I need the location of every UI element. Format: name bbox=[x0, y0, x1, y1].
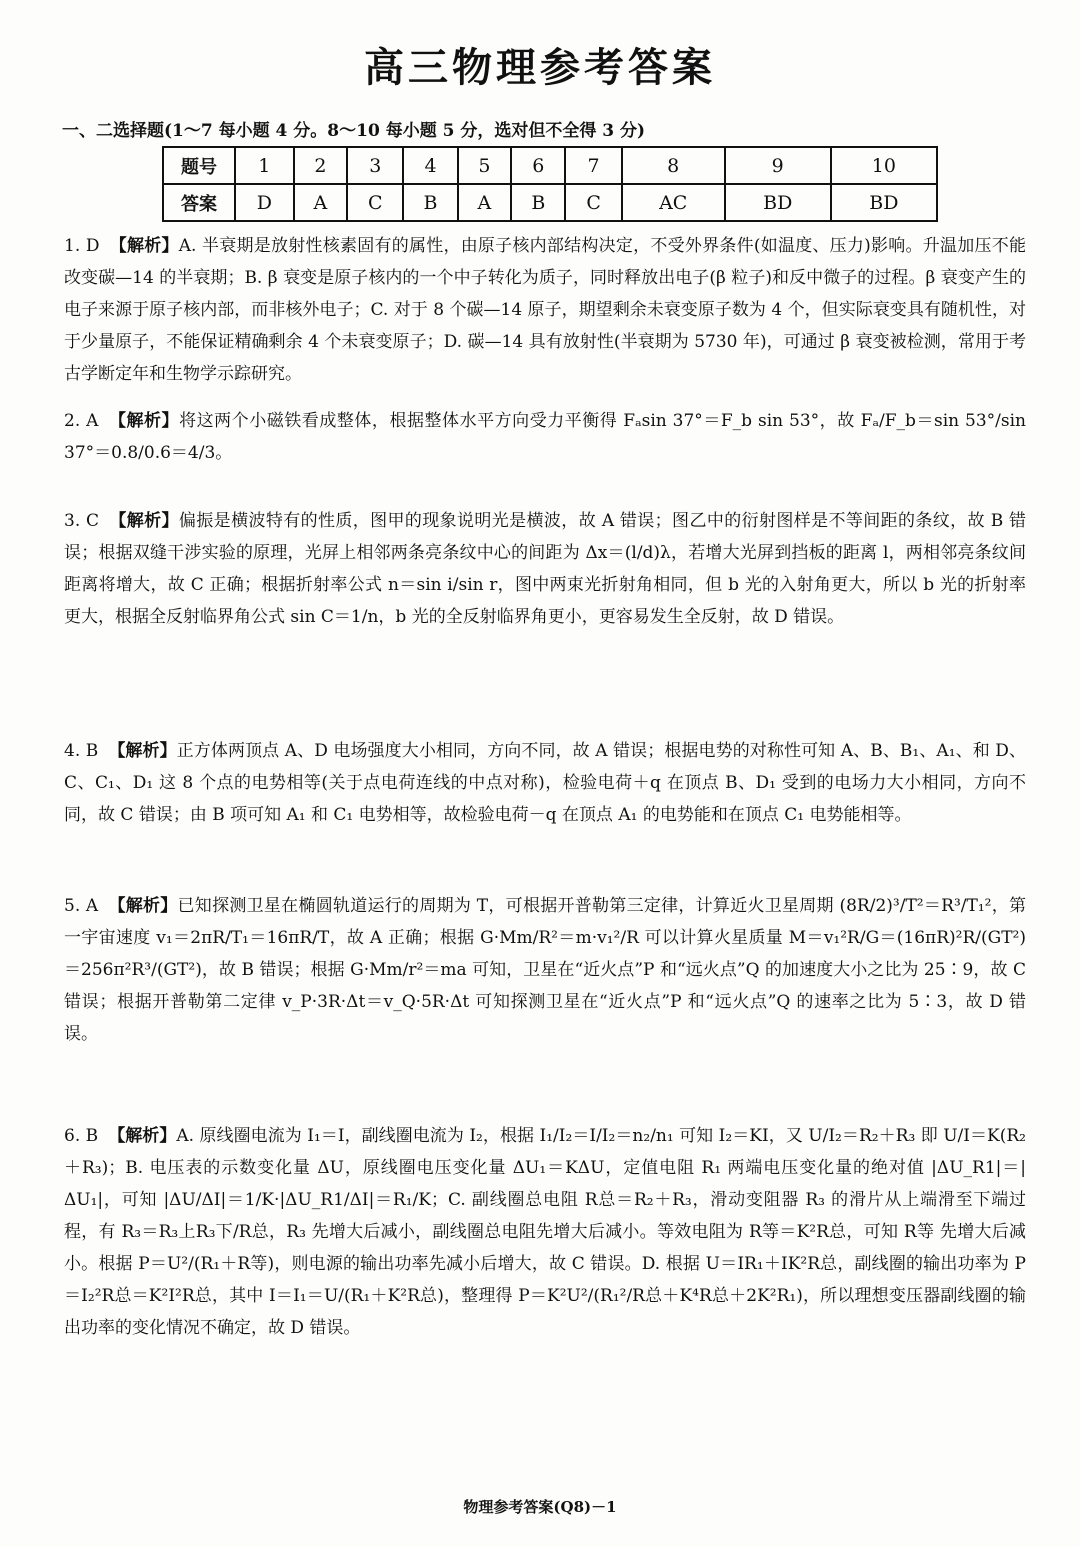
row-label-number: 题号 bbox=[163, 147, 235, 184]
question-number: 8 bbox=[622, 147, 725, 184]
solution-text: 将这两个小磁铁看成整体，根据整体水平方向受力平衡得 Fₐsin 37°＝F_b sin 53°，故 Fₐ/F_b＝sin 53°/sin 37°＝0.8/0.6＝4/3。 bbox=[64, 411, 1027, 463]
solution-item-5 bbox=[64, 890, 1026, 1050]
answer-cell: D bbox=[235, 184, 294, 221]
answer-cell: A bbox=[294, 184, 348, 221]
answer-cell: C bbox=[347, 184, 403, 221]
question-number: 3 bbox=[347, 147, 403, 184]
solution-number: 1. D bbox=[64, 236, 100, 256]
question-number: 4 bbox=[403, 147, 457, 184]
solution-number: 2. A bbox=[64, 411, 99, 431]
question-number: 1 bbox=[235, 147, 294, 184]
page-title: 高三物理参考答案 bbox=[364, 45, 716, 91]
answer-table bbox=[162, 146, 938, 222]
answer-cell: C bbox=[565, 184, 621, 221]
answer-cell: A bbox=[458, 184, 512, 221]
solution-item-1 bbox=[64, 230, 1026, 390]
question-number: 10 bbox=[831, 147, 937, 184]
question-number: 6 bbox=[511, 147, 565, 184]
analysis-tag: 【解析】 bbox=[108, 1126, 177, 1146]
table-row-numbers bbox=[163, 147, 937, 184]
answer-cell: BD bbox=[831, 184, 937, 221]
solution-number: 5. A bbox=[64, 896, 99, 916]
solution-item-2 bbox=[64, 405, 1026, 469]
answer-cell: BD bbox=[725, 184, 831, 221]
solution-number: 6. B bbox=[64, 1126, 99, 1146]
analysis-tag: 【解析】 bbox=[108, 741, 177, 761]
solution-text: 偏振是横波特有的性质，图甲的现象说明光是横波，故 A 错误；图乙中的衍射图样是不等间距的条纹，故 B 错误；根据双缝干涉实验的原理，光屏上相邻两条亮条纹中心的间距为 Δx＝(l/d)λ，若增大光屏到挡板的距离 l，两相邻亮条纹间距离将增大，故 C 正确；根据折射率公式 n＝sin i/sin r，图中两束光折射角相同，但 b 光的入射角更大，所以 b 光的折射率更大，根据全反射临界角公式 sin C＝1/n，b 光的全反射临界角更小，更容易发生全反射，故 D 错误。 bbox=[64, 511, 1026, 627]
solution-number: 4. B bbox=[64, 741, 99, 761]
solution-number: 3. C bbox=[64, 511, 100, 531]
solution-item-6 bbox=[64, 1120, 1026, 1344]
page-footer: 物理参考答案(Q8)－1 bbox=[463, 1498, 617, 1516]
solution-item-3 bbox=[64, 505, 1026, 633]
section-heading: 一、二选择题(1～7 每小题 4 分。8～10 每小题 5 分，选对但不全得 3 分) bbox=[62, 121, 646, 141]
analysis-tag: 【解析】 bbox=[108, 411, 180, 431]
question-number: 5 bbox=[458, 147, 512, 184]
table-row-answers bbox=[163, 184, 937, 221]
analysis-tag: 【解析】 bbox=[109, 511, 179, 531]
answer-cell: B bbox=[511, 184, 565, 221]
question-number: 7 bbox=[565, 147, 621, 184]
solution-text: 已知探测卫星在椭圆轨道运行的周期为 T，可根据开普勒第三定律，计算近火卫星周期 (8R/2)³/T²＝R³/T₁²，第一宇宙速度 v₁＝2πR/T₁＝16πR/T，故 A 正确；根据 G·Mm/R²＝m·v₁²/R 可以计算火星质量 M＝v₁²R/G＝(16πR)²R/(GT²)＝256π²R³/(GT²)，故 B 错误；根据 G·Mm/r²＝ma 可知，卫星在“近火点”P 和“远火点”Q 的加速度大小之比为 25∶9，故 C 错误；根据开普勒第二定律 v_P·3R·Δt＝v_Q·5R·Δt 可知探测卫星在“近火点”P 和“远火点”Q 的速率之比为 5∶3，故 D 错误。 bbox=[64, 896, 1027, 1044]
analysis-tag: 【解析】 bbox=[109, 236, 179, 256]
question-number: 9 bbox=[725, 147, 831, 184]
answer-cell: AC bbox=[622, 184, 725, 221]
row-label-answer: 答案 bbox=[163, 184, 235, 221]
analysis-tag: 【解析】 bbox=[108, 896, 178, 916]
solution-text: 正方体两顶点 A、D 电场强度大小相同，方向不同，故 A 错误；根据电势的对称性可知 A、B、B₁、A₁、和 D、C、C₁、D₁ 这 8 个点的电势相等(关于点电荷连线的中点对称)，检验电荷＋q 在顶点 B、D₁ 受到的电场力大小相同，方向不同，故 C 错误；由 B 项可知 A₁ 和 C₁ 电势相等，故检验电荷－q 在顶点 A₁ 的电势能和在顶点 C₁ 电势能相等。 bbox=[64, 741, 1027, 825]
solution-item-4 bbox=[64, 735, 1026, 831]
question-number: 2 bbox=[294, 147, 348, 184]
solution-text: A. 半衰期是放射性核素固有的属性，由原子核内部结构决定，不受外界条件(如温度、压力)影响。升温加压不能改变碳—14 的半衰期；B. β 衰变是原子核内的一个中子转化为质子，同时释放出电子(β 粒子)和反中微子的过程。β 衰变产生的电子来源于原子核内部，而非核外电子；C. 对于 8 个碳—14 原子，期望剩余未衰变原子数为 4 个，但实际衰变具有随机性，对于少量原子，不能保证精确剩余 4 个未衰变原子；D. 碳—14 具有放射性(半衰期为 5730 年)，可通过 β 衰变被检测，常用于考古学断定年和生物学示踪研究。 bbox=[64, 236, 1026, 384]
answer-cell: B bbox=[403, 184, 457, 221]
solution-text: A. 原线圈电流为 I₁＝I，副线圈电流为 I₂，根据 I₁/I₂＝I/I₂＝n₂/n₁ 可知 I₂＝KI，又 U/I₂＝R₂＋R₃ 即 U/I＝K(R₂＋R₃)；B. 电压表的示数变化量 ΔU，原线圈电压变化量 ΔU₁＝KΔU，定值电阻 R₁ 两端电压变化量的绝对值 |ΔU_R1|＝|ΔU₁|，可知 |ΔU/ΔI|＝1/K·|ΔU_R1/ΔI|＝R₁/K；C. 副线圈总电阻 R总＝R₂＋R₃，滑动变阻器 R₃ 的滑片从上端滑至下端过程，有 R₃＝R₃上R₃下/R总，R₃ 先增大后减小，副线圈总电阻先增大后减小。等效电阻为 R等＝K²R总，可知 R等 先增大后减小。根据 P＝U²/(R₁＋R等)，则电源的输出功率先减小后增大，故 C 错误。D. 根据 U＝IR₁＋IK²R总，副线圈的输出功率为 P＝I₂²R总＝K²I²R总，其中 I＝I₁＝U/(R₁＋K²R总)，整理得 P＝K²U²/(R₁²/R总＋K⁴R总＋2K²R₁)，所以理想变压器副线圈的输出功率的变化情况不确定，故 D 错误。 bbox=[64, 1126, 1026, 1338]
